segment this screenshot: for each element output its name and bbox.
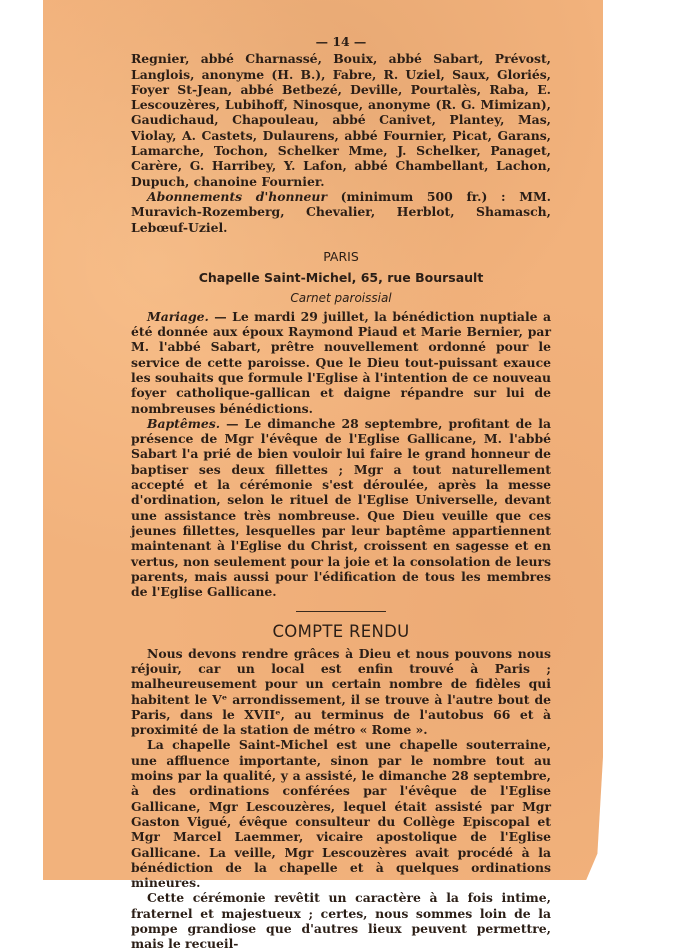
chapel-heading: Chapelle Saint-Michel, 65, rue Boursault bbox=[198, 270, 484, 286]
mariage-text: — Le mardi 29 juillet, la bénédiction nuptiale a été donnée aux époux Raymond Piaud et Marie Bernier, par M. l'abbé Sabart, prêtre nouvellement ordonné pour le service de cette paroisse. Que le Dieu tout-puissant exauce les souhaits que formule l'Eglise à l'intention de ce nouveau foyer catholique-gallican et daigne répandre sur lui de nombreuses bénédictions. bbox=[131, 308, 551, 416]
section-heading-paris: PARIS bbox=[323, 248, 359, 264]
compte-rendu-paragraph-1: Nous devons rendre grâces à Dieu et nous pouvons nous réjouir, car un local est enfin trouvé à Paris ; malheureusement pour un certain nombre de fidèles qui habitent le Vᵉ arrondissement, il se trouve à l'autre bout de Paris, dans le XVIIᵉ, au terminus de l'autobus 66 et à proximité de la station de métro « Rome ». bbox=[131, 645, 551, 738]
mariage-label: Mariage. bbox=[147, 308, 209, 324]
honneur-text: (minimum 500 fr.) : MM. Muravich-Rozemberg, Chevalier, Herblot, Shamasch, Lebœuf-Uziel. bbox=[131, 188, 551, 235]
compte-rendu-paragraph-3: Cette cérémonie revêtit un caractère à la fois intime, fraternel et majestueux ; certes, nous sommes loin de la pompe grandiose que d'autres lieux peuvent permettre, mais le recueil- bbox=[131, 890, 551, 952]
mariage-paragraph bbox=[131, 309, 551, 416]
compte-rendu-heading: COMPTE RENDU bbox=[272, 622, 410, 642]
carnet-subheading: Carnet paroissial bbox=[290, 291, 392, 306]
baptemes-label: Baptêmes. bbox=[147, 415, 221, 431]
section-divider bbox=[296, 611, 386, 612]
donor-list: Regnier, abbé Charnassé, Bouix, abbé Sabart, Prévost, Langlois, anonyme (H. B.), Fabre, R. Uziel, Saux, Gloriés, Foyer St-Jean, abbé Betbezé, Deville, Pourtalès, Raba, E. Lescouzères, Lubihoff, Ninosque, anonyme (R. G. Mimizan), Gaudichaud, Chapouleau, abbé Canivet, Plantey, Mas, Violay, A. Castets, Dulaurens, abbé Fournier, Picat, Garans, Lamarche, Tochon, Schelker Mme, J. Schelker, Panaget, Carère, G. Harribey, Y. Lafon, abbé Chambellant, Lachon, Dupuch, chanoine Fournier. bbox=[131, 51, 551, 189]
compte-rendu-paragraph-2: La chapelle Saint-Michel est une chapelle souterraine, une affluence importante, sinon par le nombre tout au moins par la qualité, y a assisté, le dimanche 28 septembre, à des ordinations conférées par l'évêque de l'Eglise Gallicane, Mgr Lescouzères, lequel était assisté par Mgr Gaston Vigué, évêque consulteur du Collège Episcopal et Mgr Marcel Laemmer, vicaire apostolique de l'Eglise Gallicane. La veille, Mgr Lescouzères avait procédé à la bénédiction de la chapelle et à quelques ordinations mineures. bbox=[131, 737, 551, 891]
baptemes-paragraph bbox=[131, 416, 551, 600]
baptemes-text: — Le dimanche 28 septembre, profitant de la présence de Mgr l'évêque de l'Eglise Gallicane, M. l'abbé Sabart l'a prié de bien vouloir lui faire le grand honneur de baptiser ses deux fillettes ; Mgr a tout naturellement accepté et la cérémonie s'est déroulée, après la messe d'ordination, selon le rituel de l'Eglise Universelle, devant une assistance très nombreuse. Que Dieu veuille que ces jeunes fillettes, lesquelles par leur baptême appartiennent maintenant à l'Eglise du Christ, croissent en sagesse et en vertus, non seulement pour la joie et la consolation de leurs parents, mais aussi pour l'édification de tous les membres de l'Eglise Gallicane. bbox=[131, 415, 551, 600]
page-content bbox=[131, 34, 551, 952]
honneur-label: Abonnements d'honneur bbox=[147, 188, 327, 204]
honneur-paragraph bbox=[131, 189, 551, 235]
page-number: — 14 — bbox=[315, 34, 367, 49]
